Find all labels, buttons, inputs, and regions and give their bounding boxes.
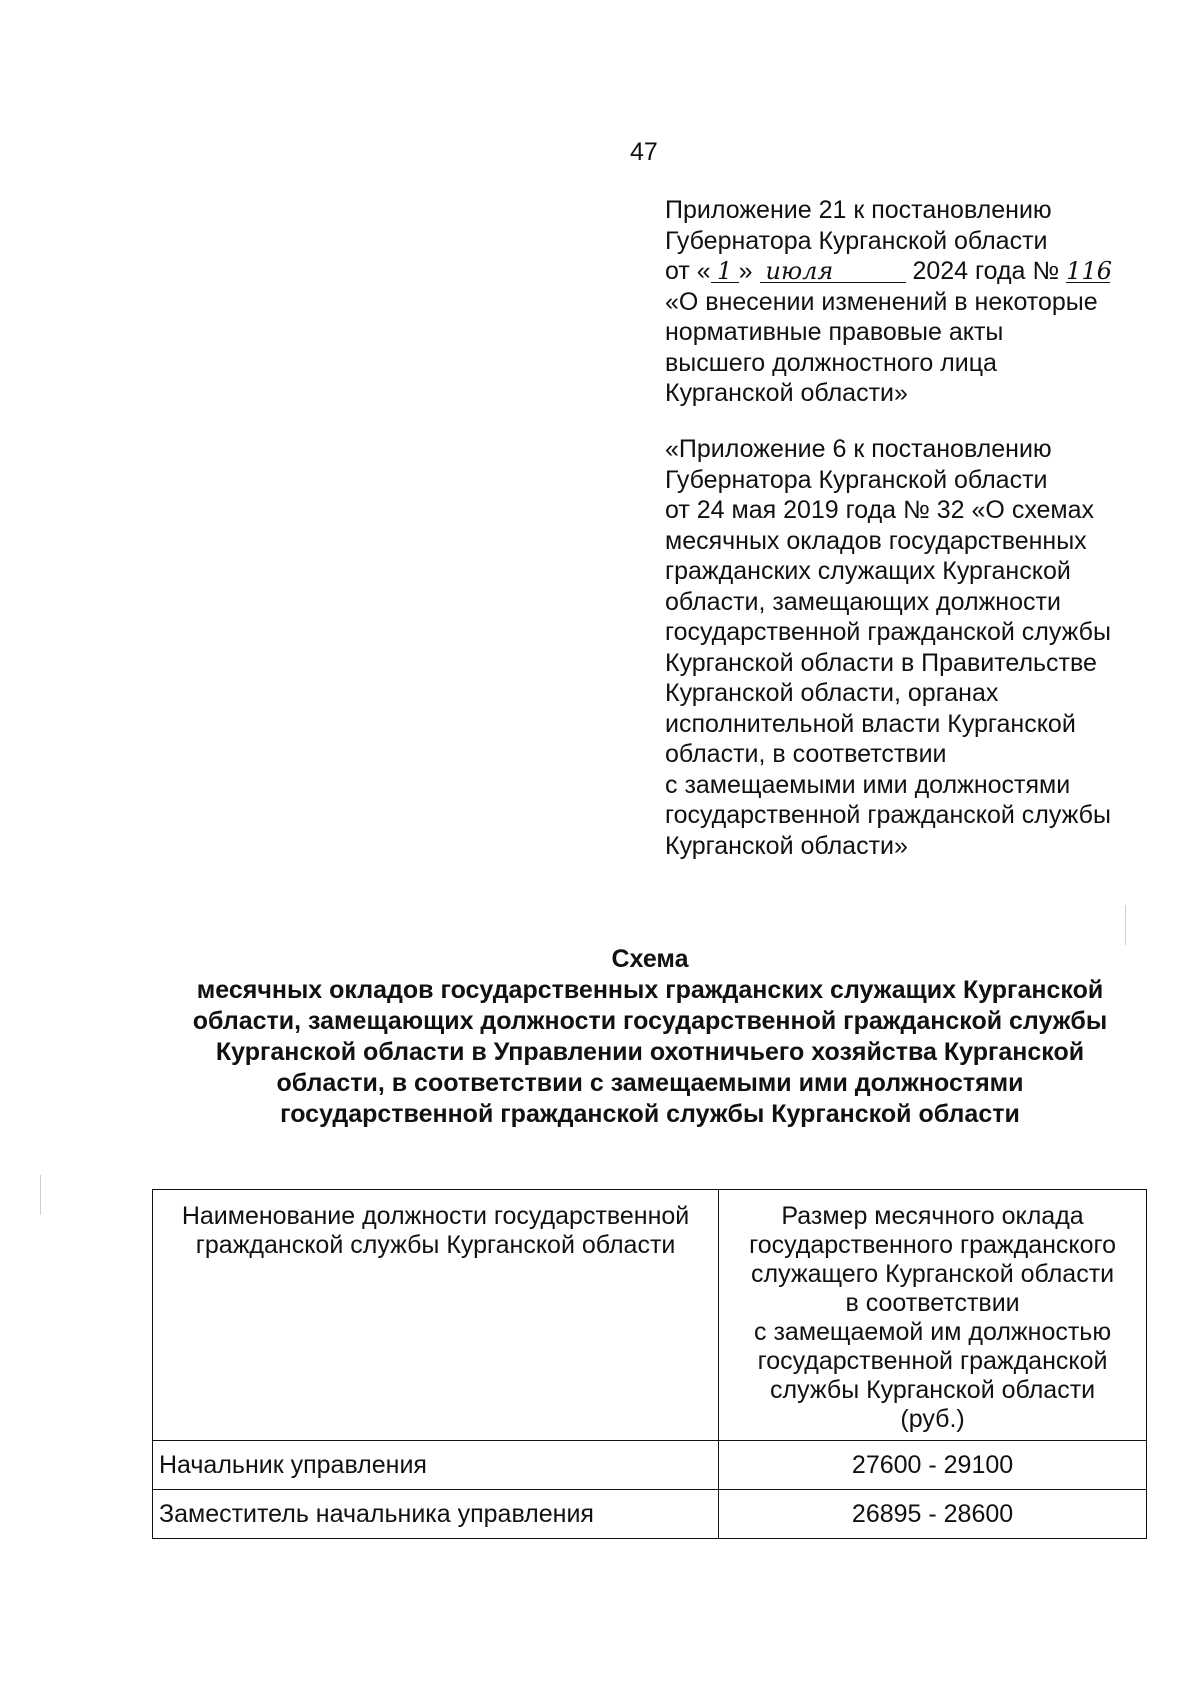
position-cell: Начальник управления	[153, 1441, 719, 1490]
attachment-6-line: области, в соответствии	[665, 740, 947, 768]
header-text-line: (руб.)	[900, 1405, 965, 1433]
scan-artifact-left	[40, 1175, 41, 1215]
salary-cell: 26895 - 28600	[719, 1490, 1147, 1539]
scheme-heading: Схема	[611, 945, 689, 973]
attachment-6-line: Курганской области в Правительстве	[665, 648, 1097, 677]
attachment-6-line: от 24 мая 2019 года № 32 «О схемах	[665, 496, 1095, 524]
table-header-row	[153, 1190, 1147, 1441]
scheme-title-line: области, замещающих должности государственной гражданской службы	[192, 1007, 1108, 1035]
header-text-line: служащего Курганской области	[751, 1260, 1115, 1288]
scheme-title-line: государственной гражданской службы Курганской области	[280, 1100, 1020, 1128]
date-year: 2024 года №	[912, 257, 1060, 285]
header-text-line: с замещаемой им должностью	[754, 1318, 1112, 1346]
attachment-21-date-line	[665, 256, 1185, 287]
header-salary-size	[719, 1190, 1147, 1441]
attachment-6-line: с замещаемыми ими должностями	[665, 770, 1071, 799]
header-text-line: службы Курганской области	[770, 1376, 1096, 1404]
scheme-title-line: области, в соответствии с замещаемыми ими должностями	[276, 1069, 1024, 1097]
scan-artifact-right	[1125, 905, 1126, 945]
attachment-6-line: Курганской области»	[665, 831, 908, 860]
table-row	[153, 1441, 1147, 1490]
header-text-line: Наименование должности государственной	[181, 1202, 690, 1230]
attachment-21-block	[665, 195, 1185, 409]
attachment-21-line-1: Приложение 21 к постановлению	[665, 196, 1052, 224]
attachment-6-line: государственной гражданской службы	[665, 801, 1111, 829]
header-text-line: в соответствии	[845, 1289, 1020, 1317]
attachment-6-line: месячных окладов государственных	[665, 526, 1087, 555]
scheme-title	[150, 944, 1150, 1130]
attachment-6-block	[665, 434, 1185, 861]
scheme-title-line: месячных окладов государственных гражданских служащих Курганской	[196, 976, 1104, 1004]
attachment-6-line: государственной гражданской службы	[665, 618, 1111, 646]
header-text-line: Размер месячного оклада	[781, 1202, 1084, 1230]
header-text-line: гражданской службы Курганской области	[195, 1231, 676, 1259]
handwritten-month: июля	[760, 260, 906, 283]
attachment-6-line: Курганской области, органах	[665, 679, 999, 707]
handwritten-day: 1	[711, 260, 739, 283]
attachment-21-line-5: нормативные правовые акты	[665, 318, 1004, 346]
salary-cell: 27600 - 29100	[719, 1441, 1147, 1490]
date-mid: »	[738, 257, 753, 285]
attachment-21-line-6: высшего должностного лица	[665, 348, 997, 377]
header-text-line: государственного гражданского	[749, 1231, 1116, 1259]
scheme-title-line: Курганской области в Управлении охотничьего хозяйства Курганской	[215, 1038, 1085, 1066]
attachment-21-line-7: Курганской области»	[665, 379, 908, 407]
date-prefix: от «	[665, 257, 711, 285]
attachment-6-line: Губернатора Курганской области	[665, 465, 1048, 494]
attachment-6-line: области, замещающих должности	[665, 587, 1061, 616]
table-row	[153, 1490, 1147, 1539]
attachment-6-line: исполнительной власти Курганской	[665, 709, 1076, 738]
header-text-line: государственной гражданской	[757, 1347, 1108, 1375]
header-position-name	[153, 1190, 719, 1441]
attachment-21-line-2: Губернатора Курганской области	[665, 226, 1048, 255]
attachment-6-line: гражданских служащих Курганской	[665, 557, 1071, 585]
page-number: 47	[630, 138, 658, 166]
position-cell: Заместитель начальника управления	[153, 1490, 719, 1539]
salary-table	[152, 1189, 1147, 1539]
handwritten-number: 116	[1066, 257, 1112, 285]
attachment-6-line: «Приложение 6 к постановлению	[665, 435, 1052, 463]
attachment-21-line-4: «О внесении изменений в некоторые	[665, 287, 1098, 316]
